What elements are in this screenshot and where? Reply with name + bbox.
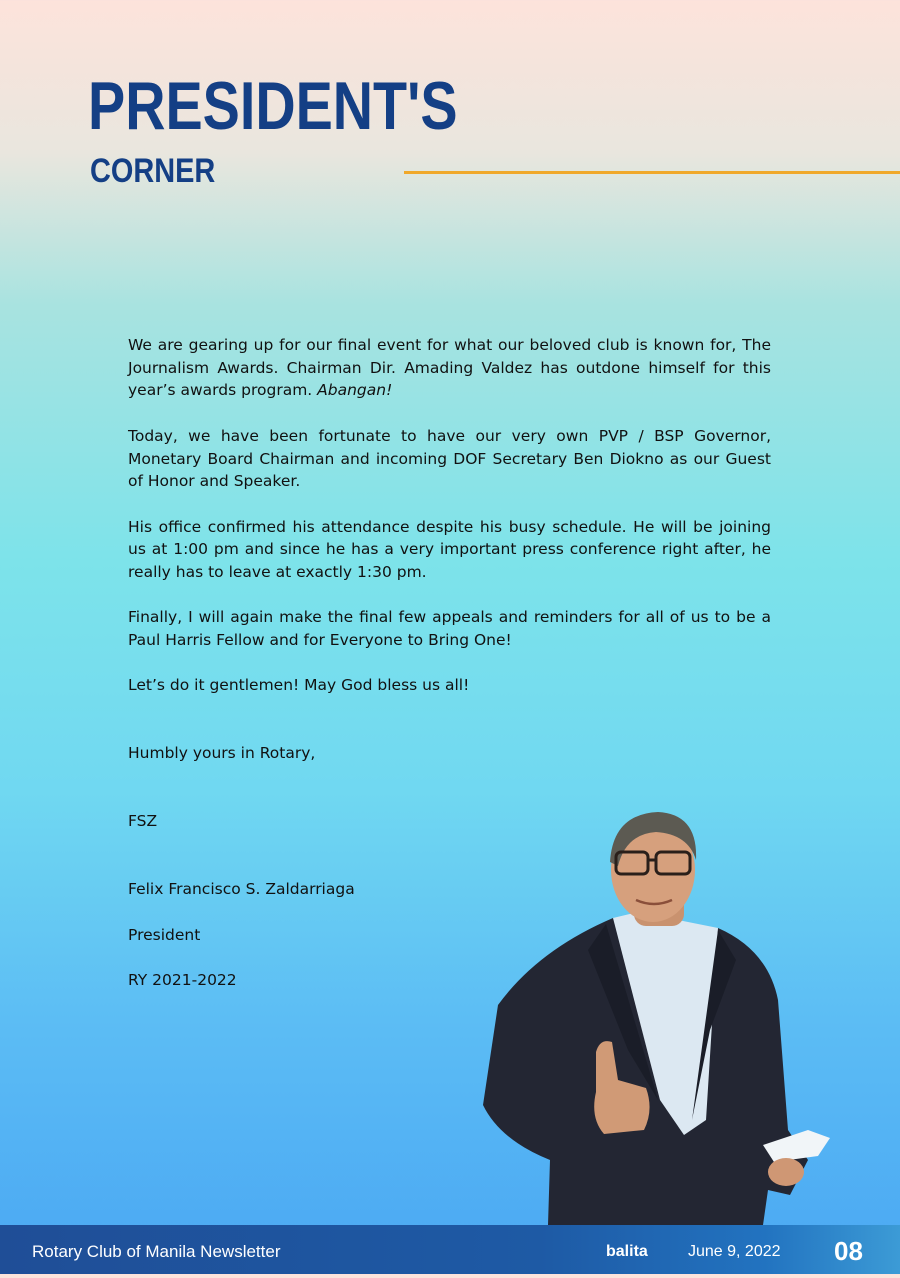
- paragraph-5: Let’s do it gentlemen! May God bless us all!: [128, 676, 470, 695]
- paragraph-3: His office confirmed his attendance despite his busy schedule. He will be joining us at 1:00 pm and since he has a very important press conference right after, he really has to leave at exactly 1:30 pm.: [128, 517, 771, 581]
- paragraph-1-text: We are gearing up for our final event for what our beloved club is known for, The Journalism Awards. Chairman Dir. Amading Valdez has outdone himself for this year’s awards program.: [128, 336, 771, 400]
- president-photo: [478, 800, 838, 1225]
- signature-title: President: [128, 925, 201, 944]
- paragraph-1: [128, 334, 771, 402]
- footer-newsletter-name: Rotary Club of Manila Newsletter: [32, 1242, 281, 1261]
- paragraph-2: Today, we have been fortunate to have our very own PVP / BSP Governor, Monetary Board Chairman and incoming DOF Secretary Ben Diokno as our Guest of Honor and Speaker.: [128, 426, 771, 491]
- paragraph-4: Finally, I will again make the final few appeals and reminders for all of us to be a Paul Harris Fellow and for Everyone to Bring One!: [128, 608, 771, 650]
- page-title: PRESIDENT'S: [88, 68, 458, 144]
- signature-name: Felix Francisco S. Zaldarriaga: [128, 880, 355, 899]
- signature-term: RY 2021-2022: [128, 971, 237, 990]
- paragraph-1-italic: Abangan!: [317, 381, 393, 400]
- page-footer: [0, 1225, 900, 1274]
- page-subtitle: CORNER: [90, 152, 216, 190]
- signature-closing: Humbly yours in Rotary,: [128, 744, 316, 763]
- footer-date: June 9, 2022: [688, 1243, 781, 1260]
- signature-initials: FSZ: [128, 812, 158, 831]
- footer-brand: balita: [606, 1243, 648, 1260]
- page-number: 08: [834, 1236, 863, 1266]
- title-divider: [404, 171, 900, 174]
